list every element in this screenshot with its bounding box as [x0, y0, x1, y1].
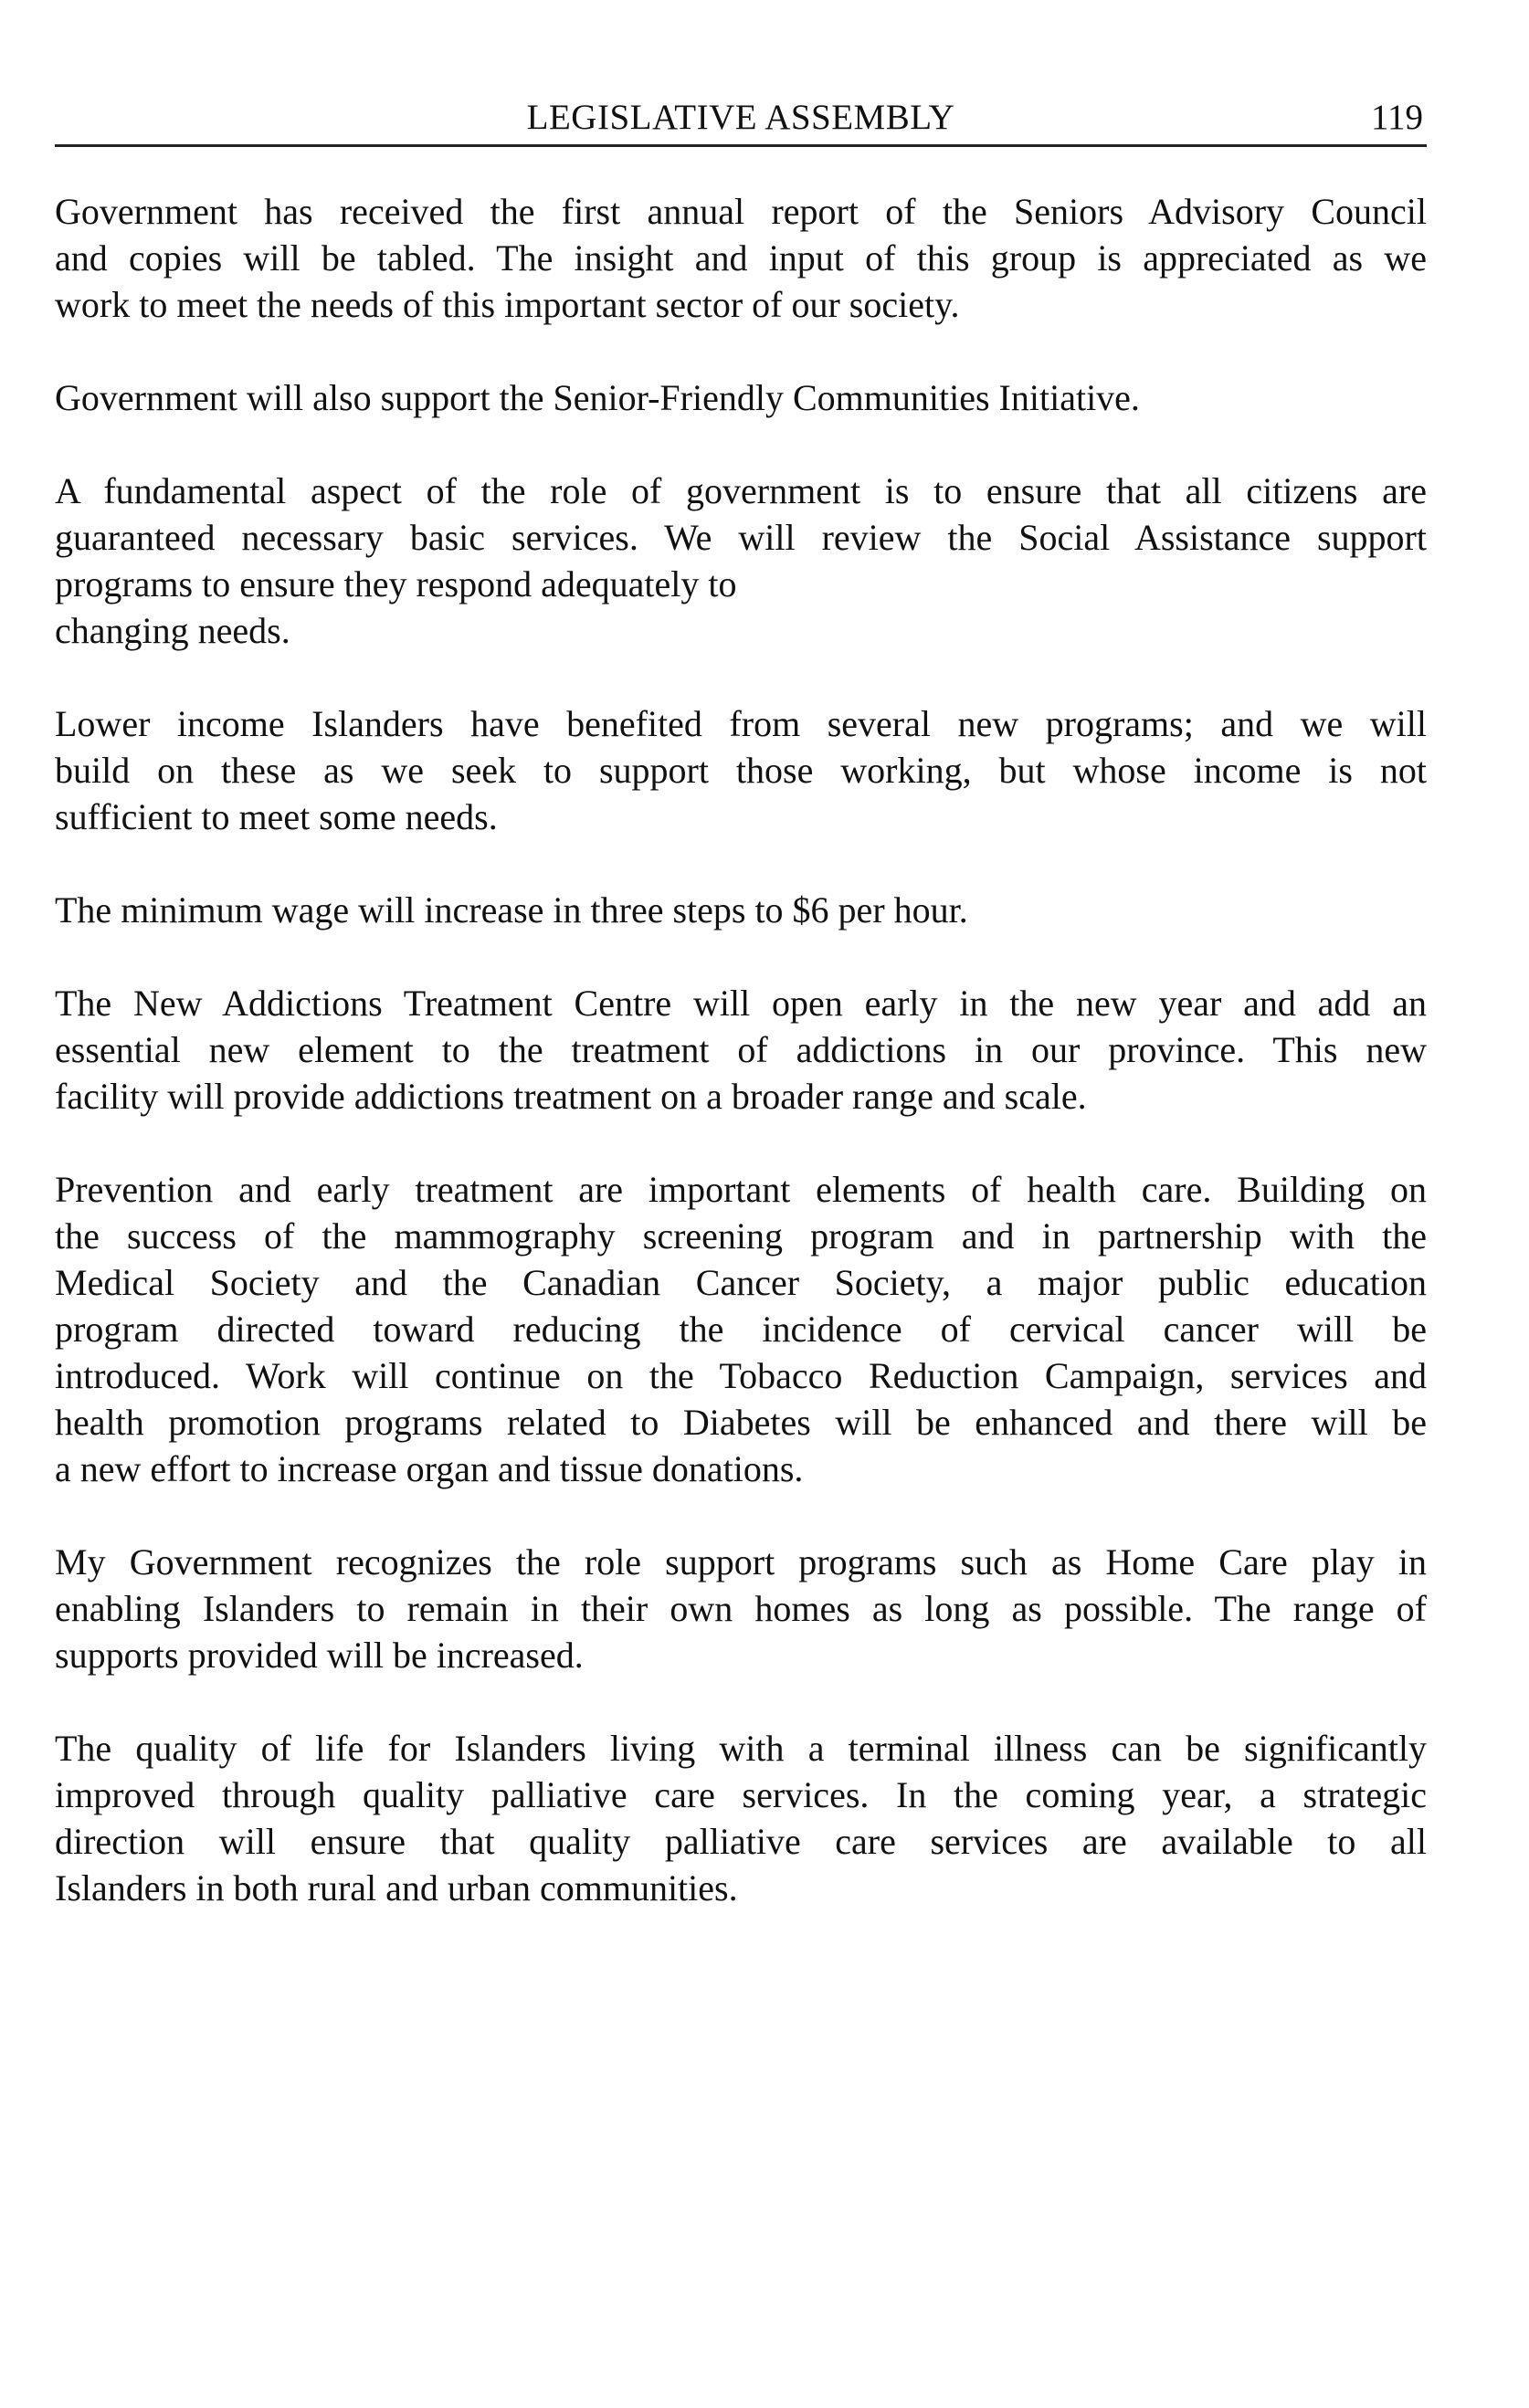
text-line: essential new element to the treatment of addictions in our province. This new — [55, 1029, 1427, 1070]
paragraph — [55, 980, 1427, 1120]
text-line: improved through quality palliative care services. In the coming year, a strategic — [55, 1774, 1427, 1815]
text-line: and copies will be tabled. The insight and input of this group is appreciated as we — [55, 237, 1427, 279]
text-line: The quality of life for Islanders living with a terminal illness can be significantly — [55, 1728, 1427, 1769]
paragraph — [55, 468, 1427, 654]
text-line: The New Addictions Treatment Centre will open early in the new year and add an — [55, 983, 1427, 1024]
text-line: My Government recognizes the role support programs such as Home Care play in — [55, 1541, 1427, 1583]
text-line: changing needs. — [55, 610, 290, 651]
header-title: LEGISLATIVE ASSEMBLY — [526, 98, 955, 137]
paragraph — [55, 1725, 1427, 1911]
text-line: Government will also support the Senior-Friendly Communities Initiative. — [55, 377, 1140, 418]
text-line: Islanders in both rural and urban communities. — [55, 1867, 738, 1909]
text-line: Medical Society and the Canadian Cancer Society, a major public education — [55, 1262, 1427, 1303]
text-line: Prevention and early treatment are important elements of health care. Building on — [55, 1169, 1427, 1210]
paragraph — [55, 1539, 1427, 1678]
text-line: programs to ensure they respond adequately to — [55, 563, 737, 605]
text-line: health promotion programs related to Diabetes will be enhanced and there will be — [55, 1402, 1427, 1443]
text-line: supports provided will be increased. — [55, 1635, 584, 1676]
text-line: the success of the mammography screening program and in partnership with the — [55, 1215, 1427, 1257]
text-line: Lower income Islanders have benefited from several new programs; and we will — [55, 703, 1427, 744]
text-line: Government has received the first annual report of the Seniors Advisory Council — [55, 191, 1427, 232]
paragraph — [55, 374, 1427, 421]
page-header — [55, 91, 1427, 147]
page-number: 119 — [1370, 98, 1423, 137]
text-line: facility will provide addictions treatment on a broader range and scale. — [55, 1076, 1087, 1117]
paragraph — [55, 188, 1427, 328]
text-line: enabling Islanders to remain in their own homes as long as possible. The range of — [55, 1588, 1427, 1629]
paragraph — [55, 700, 1427, 840]
text-line: program directed toward reducing the incidence of cervical cancer will be — [55, 1309, 1427, 1350]
text-line: A fundamental aspect of the role of government is to ensure that all citizens are — [55, 470, 1427, 511]
text-line: sufficient to meet some needs. — [55, 796, 498, 837]
text-line: direction will ensure that quality palliative care services are available to all — [55, 1821, 1427, 1862]
text-line: work to meet the needs of this important sector of our society. — [55, 284, 960, 325]
body-text — [55, 188, 1427, 1958]
paragraph — [55, 887, 1427, 933]
text-line: build on these as we seek to support those working, but whose income is not — [55, 750, 1427, 791]
text-line: a new effort to increase organ and tissue donations. — [55, 1448, 804, 1489]
text-line: The minimum wage will increase in three steps to $6 per hour. — [55, 889, 968, 931]
text-line: introduced. Work will continue on the Tobacco Reduction Campaign, services and — [55, 1355, 1427, 1396]
text-line: guaranteed necessary basic services. We will review the Social Assistance support — [55, 517, 1427, 558]
paragraph — [55, 1166, 1427, 1492]
